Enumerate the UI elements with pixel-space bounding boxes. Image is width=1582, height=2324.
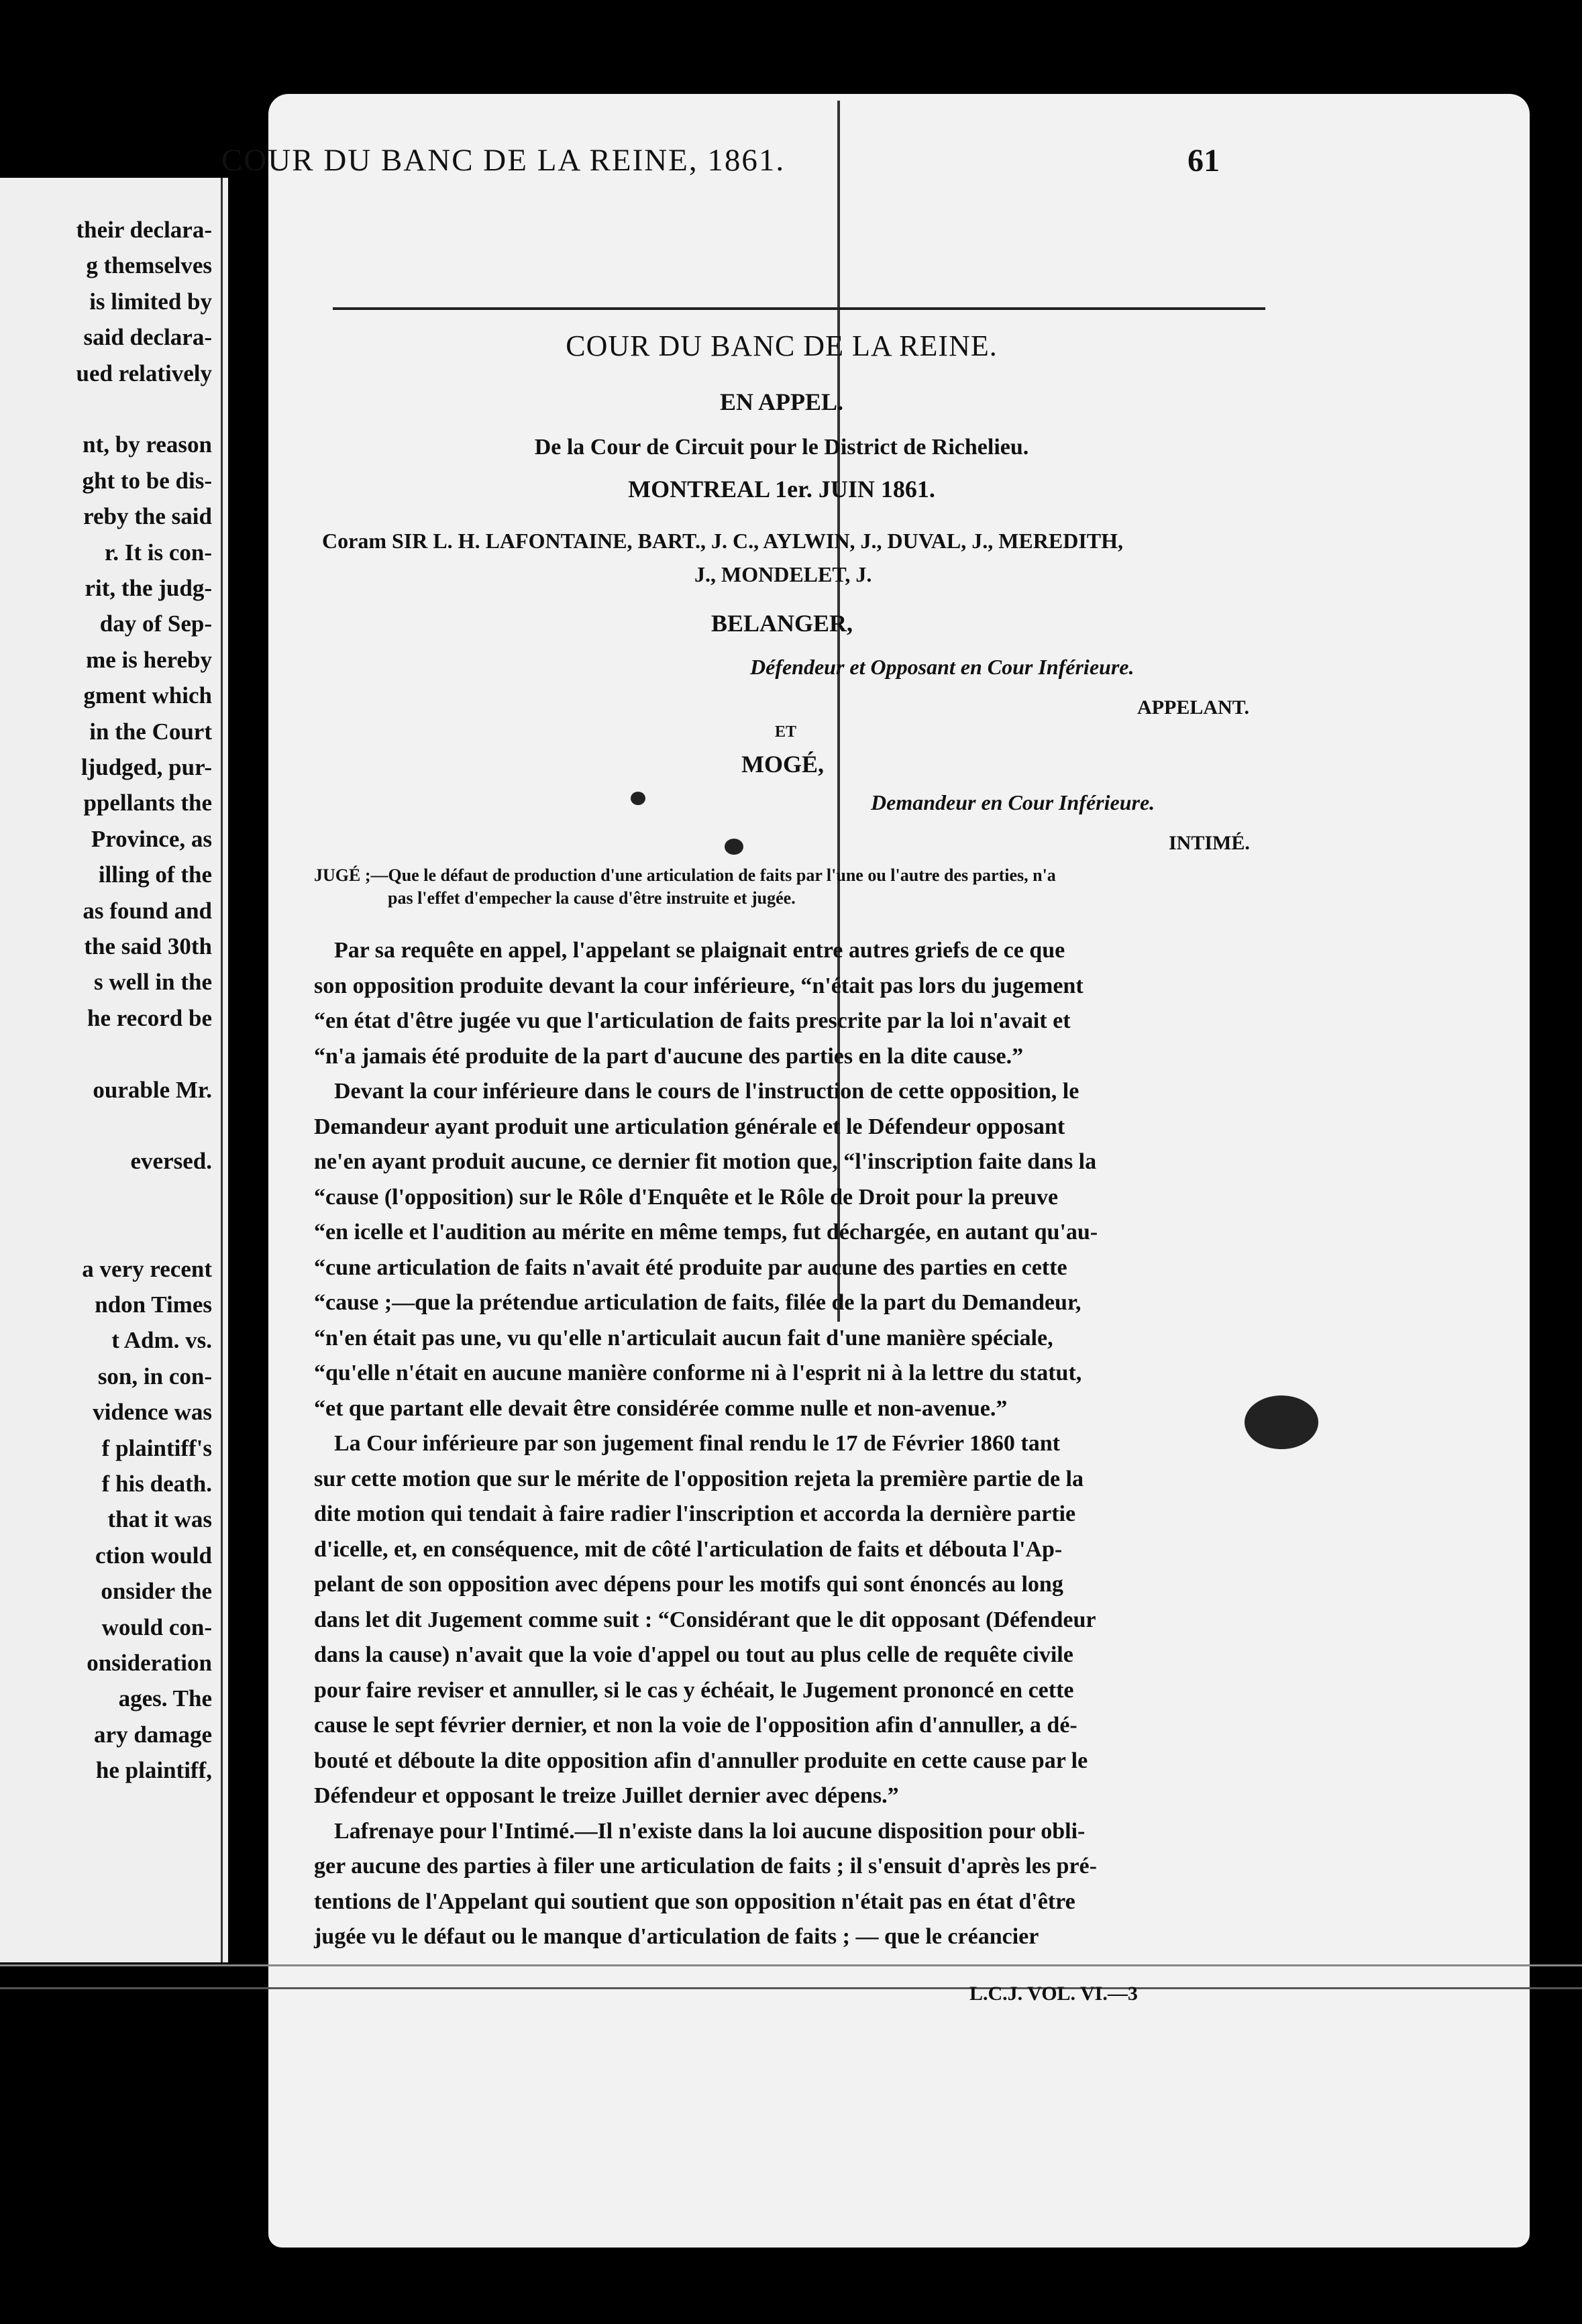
respondent-name: MOGÉ, bbox=[741, 751, 824, 778]
place-date: MONTREAL 1er. JUIN 1861. bbox=[628, 476, 935, 503]
body-line: “cune articulation de faits n'avait été produite par aucune des parties en cette bbox=[314, 1255, 1067, 1280]
facing-page-line: would con- bbox=[101, 1614, 212, 1640]
facing-page-line: ary damage bbox=[94, 1721, 212, 1748]
body-line: “et que partant elle devait être considérée comme nulle et non-avenue.” bbox=[314, 1395, 1008, 1421]
facing-page-line: g themselves bbox=[86, 252, 212, 279]
page-number: 61 bbox=[1188, 143, 1220, 178]
facing-page-line: f his death. bbox=[101, 1471, 212, 1497]
court-title: COUR DU BANC DE LA REINE. bbox=[566, 329, 998, 362]
headnote-line: pas l'effet d'empecher la cause d'être instruite et jugée. bbox=[388, 888, 796, 908]
body-line: dans let dit Jugement comme suit : “Considérant que le dit opposant (Défendeur bbox=[314, 1607, 1096, 1632]
body-line: son opposition produite devant la cour inférieure, “n'était pas lors du jugement bbox=[314, 973, 1084, 998]
facing-page-line: onsider the bbox=[101, 1578, 212, 1605]
facing-page-line: the said 30th bbox=[84, 933, 212, 959]
body-line: pelant de son opposition avec dépens pour les motifs qui sont énoncés au long bbox=[314, 1572, 1063, 1597]
respondent-role: Demandeur en Cour Inférieure. bbox=[871, 790, 1155, 814]
facing-page-line: t Adm. vs. bbox=[111, 1327, 212, 1354]
facing-page-line: nt, by reason bbox=[83, 431, 212, 458]
facing-page-line: s well in the bbox=[94, 969, 212, 996]
facing-page-line: said declara- bbox=[83, 324, 212, 351]
body-line: bouté et déboute la dite opposition afin d'annuller produite en cette cause par le bbox=[314, 1748, 1088, 1773]
body-line: “n'a jamais été produite de la part d'aucune des parties en la dite cause.” bbox=[314, 1043, 1024, 1069]
facing-page-line: r. It is con- bbox=[104, 539, 212, 566]
body-line: tentions de l'Appelant qui soutient que son opposition n'était pas en état d'être bbox=[314, 1889, 1075, 1914]
facing-page-line: ndon Times bbox=[95, 1291, 212, 1318]
ink-stain bbox=[1245, 1395, 1318, 1449]
facing-page-line: illing of the bbox=[98, 861, 212, 888]
facing-page-line: onsideration bbox=[87, 1650, 212, 1676]
body-line: Par sa requête en appel, l'appelant se plaignait entre autres griefs de ce que bbox=[334, 938, 1065, 963]
appeal-heading: EN APPEL. bbox=[719, 388, 844, 415]
ink-stain bbox=[725, 839, 743, 855]
body-line: La Cour inférieure par son jugement final rendu le 17 de Février 1860 tant bbox=[334, 1431, 1060, 1456]
body-line: sur cette motion que sur le mérite de l'opposition rejeta la première partie de la bbox=[314, 1466, 1084, 1491]
facing-page-line: ljudged, pur- bbox=[81, 754, 212, 780]
coram-line: Coram SIR L. H. LAFONTAINE, BART., J. C., AYLWIN, J., DUVAL, J., MEREDITH, bbox=[322, 529, 1123, 553]
facing-page-line: ppellants the bbox=[83, 790, 212, 816]
facing-page-line: son, in con- bbox=[97, 1363, 212, 1389]
footer-rule bbox=[0, 1964, 1582, 1966]
body-line: pour faire reviser et annuller, si le cas y échéait, le Jugement prononcé en cette bbox=[314, 1677, 1074, 1703]
facing-page-line: vidence was bbox=[93, 1399, 212, 1426]
facing-page-line: reby the said bbox=[83, 503, 212, 530]
body-line: jugée vu le défaut ou le manque d'articulation de faits ; — que le créancier bbox=[314, 1924, 1039, 1949]
appellant-name: BELANGER, bbox=[711, 610, 853, 637]
facing-page-line: ued relatively bbox=[76, 360, 212, 386]
ink-stain bbox=[631, 792, 645, 805]
body-line: “cause (l'opposition) sur le Rôle d'Enquête et le Rôle de Droit pour la preuve bbox=[314, 1184, 1059, 1210]
facing-page-line: a very recent bbox=[82, 1255, 212, 1282]
body-line: “cause ;—que la prétendue articulation de faits, filée de la part du Demandeur, bbox=[314, 1290, 1082, 1315]
body-line: dans la cause) n'avait que la voie d'appel ou tout au plus celle de requête civile bbox=[314, 1642, 1073, 1667]
body-line: ne'en ayant produit aucune, ce dernier fit motion que, “l'inscription faite dans la bbox=[314, 1149, 1097, 1174]
header-rule bbox=[333, 307, 1265, 310]
facing-page-fragment bbox=[0, 178, 228, 1962]
facing-page-line: ourable Mr. bbox=[93, 1076, 212, 1103]
appellant-label: APPELANT. bbox=[1137, 696, 1249, 719]
body-line: “en état d'être jugée vu que l'articulation de faits prescrite par la loi n'avait et bbox=[314, 1008, 1071, 1033]
respondent-label: INTIMÉ. bbox=[1169, 832, 1250, 854]
body-line: Défendeur et opposant le treize Juillet dernier avec dépens.” bbox=[314, 1783, 899, 1808]
headnote-line: JUGÉ ;—Que le défaut de production d'une articulation de faits par l'une ou l'autre des parties, n'a bbox=[314, 865, 1056, 885]
facing-page-line: rit, the judg- bbox=[85, 575, 212, 601]
facing-page-line: that it was bbox=[107, 1506, 212, 1533]
running-title: COUR DU BANC DE LA REINE, 1861. bbox=[221, 143, 786, 178]
footer-rule bbox=[0, 1987, 1582, 1989]
et-separator: ET bbox=[775, 723, 797, 741]
facing-page-line: ght to be dis- bbox=[82, 467, 212, 494]
facing-page-line: in the Court bbox=[89, 718, 212, 745]
body-line: Demandeur ayant produit une articulation générale et le Défendeur opposant bbox=[314, 1114, 1065, 1139]
facing-page-line: eversed. bbox=[130, 1148, 212, 1175]
body-line: “qu'elle n'était en aucune manière conforme ni à l'esprit ni à la lettre du statut, bbox=[314, 1361, 1082, 1385]
body-line: cause le sept février dernier, et non la voie de l'opposition afin d'annuller, a dé- bbox=[314, 1713, 1077, 1738]
facing-page-line: is limited by bbox=[89, 288, 212, 315]
facing-page-line: Province, as bbox=[91, 825, 212, 852]
body-line: “en icelle et l'audition au mérite en même temps, fut déchargée, en autant qu'au- bbox=[314, 1220, 1098, 1245]
body-line: ger aucune des parties à filer une articulation de faits ; il s'ensuit d'après les pré- bbox=[314, 1854, 1097, 1879]
facing-page-line: day of Sep- bbox=[99, 611, 212, 637]
body-line: d'icelle, et, en conséquence, mit de côté l'articulation de faits et débouta l'Ap- bbox=[314, 1536, 1063, 1562]
facing-page-line: me is hereby bbox=[86, 646, 212, 673]
coram-line: J., MONDELET, J. bbox=[694, 562, 872, 586]
signature-mark: L.C.J. VOL. VI.—3 bbox=[969, 1983, 1138, 2005]
facing-page-line: gment which bbox=[83, 682, 212, 709]
appellant-role: Défendeur et Opposant en Cour Inférieure. bbox=[750, 655, 1135, 679]
body-line: Devant la cour inférieure dans le cours de l'instruction de cette opposition, le bbox=[334, 1079, 1079, 1104]
facing-page-line: he plaintiff, bbox=[95, 1757, 212, 1784]
from-court: De la Cour de Circuit pour le District de Richelieu. bbox=[534, 435, 1029, 460]
body-line: Lafrenaye pour l'Intimé.—Il n'existe dans la loi aucune disposition pour obli- bbox=[334, 1818, 1086, 1844]
page-gutter-line bbox=[221, 178, 223, 1962]
facing-page-line: as found and bbox=[83, 897, 212, 924]
headnote bbox=[314, 864, 1253, 910]
facing-page-line: f plaintiff's bbox=[101, 1434, 212, 1461]
facing-page-line: ages. The bbox=[118, 1685, 212, 1712]
body-line: dite motion qui tendait à faire radier l'inscription et accorda la dernière partie bbox=[314, 1501, 1076, 1526]
facing-page-line: he record be bbox=[87, 1004, 212, 1031]
body-line: “n'en était pas une, vu qu'elle n'articulait aucun fait d'une manière spéciale, bbox=[314, 1325, 1053, 1351]
facing-page-line: their declara- bbox=[76, 217, 212, 243]
facing-page-line: ction would bbox=[95, 1542, 212, 1569]
